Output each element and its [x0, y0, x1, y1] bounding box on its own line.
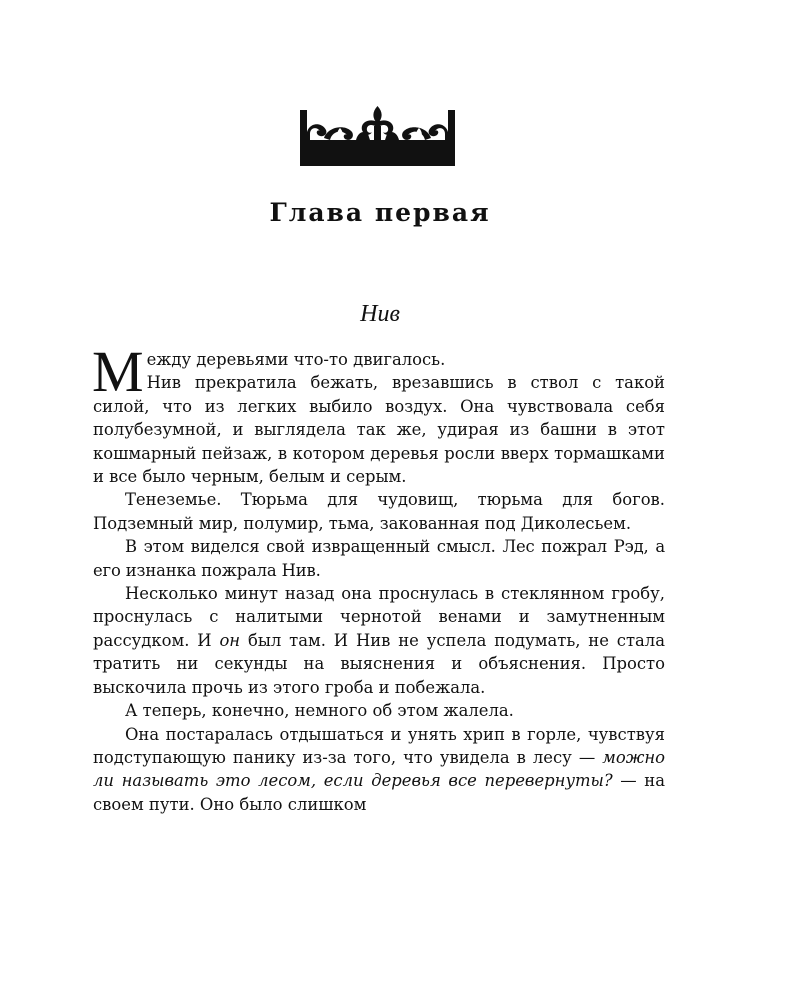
paragraph-5-emphasis: он	[219, 630, 241, 650]
paragraph-5-text-a: Несколько минут назад она проснулась в стеклянном гробу, проснулась с налитыми чернотой венами и замутненным рассудком. И	[93, 584, 665, 650]
paragraph-1-text: ежду деревьями что-то двигалось.	[146, 350, 446, 369]
chapter-body	[92, 339, 665, 816]
paragraph-3: Тенеземье. Тюрьма для чудовищ, тюрьма для богов. Подземный мир, полумир, тьма, закованная под Диколесьем.	[93, 490, 665, 533]
paragraph-7-text-a: Она постаралась отдышаться и унять хрип в горле, чувствуя подступающую панику из-за того, что увидела в лесу —	[93, 724, 665, 767]
paragraph-6: А теперь, конечно, немного об этом жалела.	[125, 701, 514, 721]
chapter-pov-name: Нив	[360, 301, 400, 327]
paragraph-5-text-b: был там. И Нив не успела подумать, не стала тратить ни секунды на выяснения и объяснения. Просто выскочила прочь из этого гроба и побежала.	[93, 630, 665, 697]
crown-ornament-icon	[300, 102, 455, 166]
paragraph-1	[92, 339, 665, 404]
paragraph-4: В этом виделся свой извращенный смысл. Лес пожрал Рэд, а его изнанка пожрала Нив.	[93, 537, 665, 580]
paragraph-7-emphasis: можно ли называть это лесом, если деревья все перевернуты?	[93, 747, 665, 791]
paragraph-2: Нив прекратила бежать, врезавшись в ствол с такой силой, что из легких выбило воздух. Она чувствовала себя полубезумной, и выглядела так же, удирая из башни в этот кошмарный пейзаж, в котором деревья росли вверх тормашками и все было черным, белым и серым.	[93, 373, 665, 487]
drop-cap: М	[92, 339, 144, 404]
chapter-title: Глава первая	[269, 198, 491, 227]
paragraph-5	[93, 582, 665, 699]
paragraph-7	[93, 723, 665, 817]
paragraph-7-text-b: — на своем пути. Оно было слишком	[93, 771, 665, 814]
